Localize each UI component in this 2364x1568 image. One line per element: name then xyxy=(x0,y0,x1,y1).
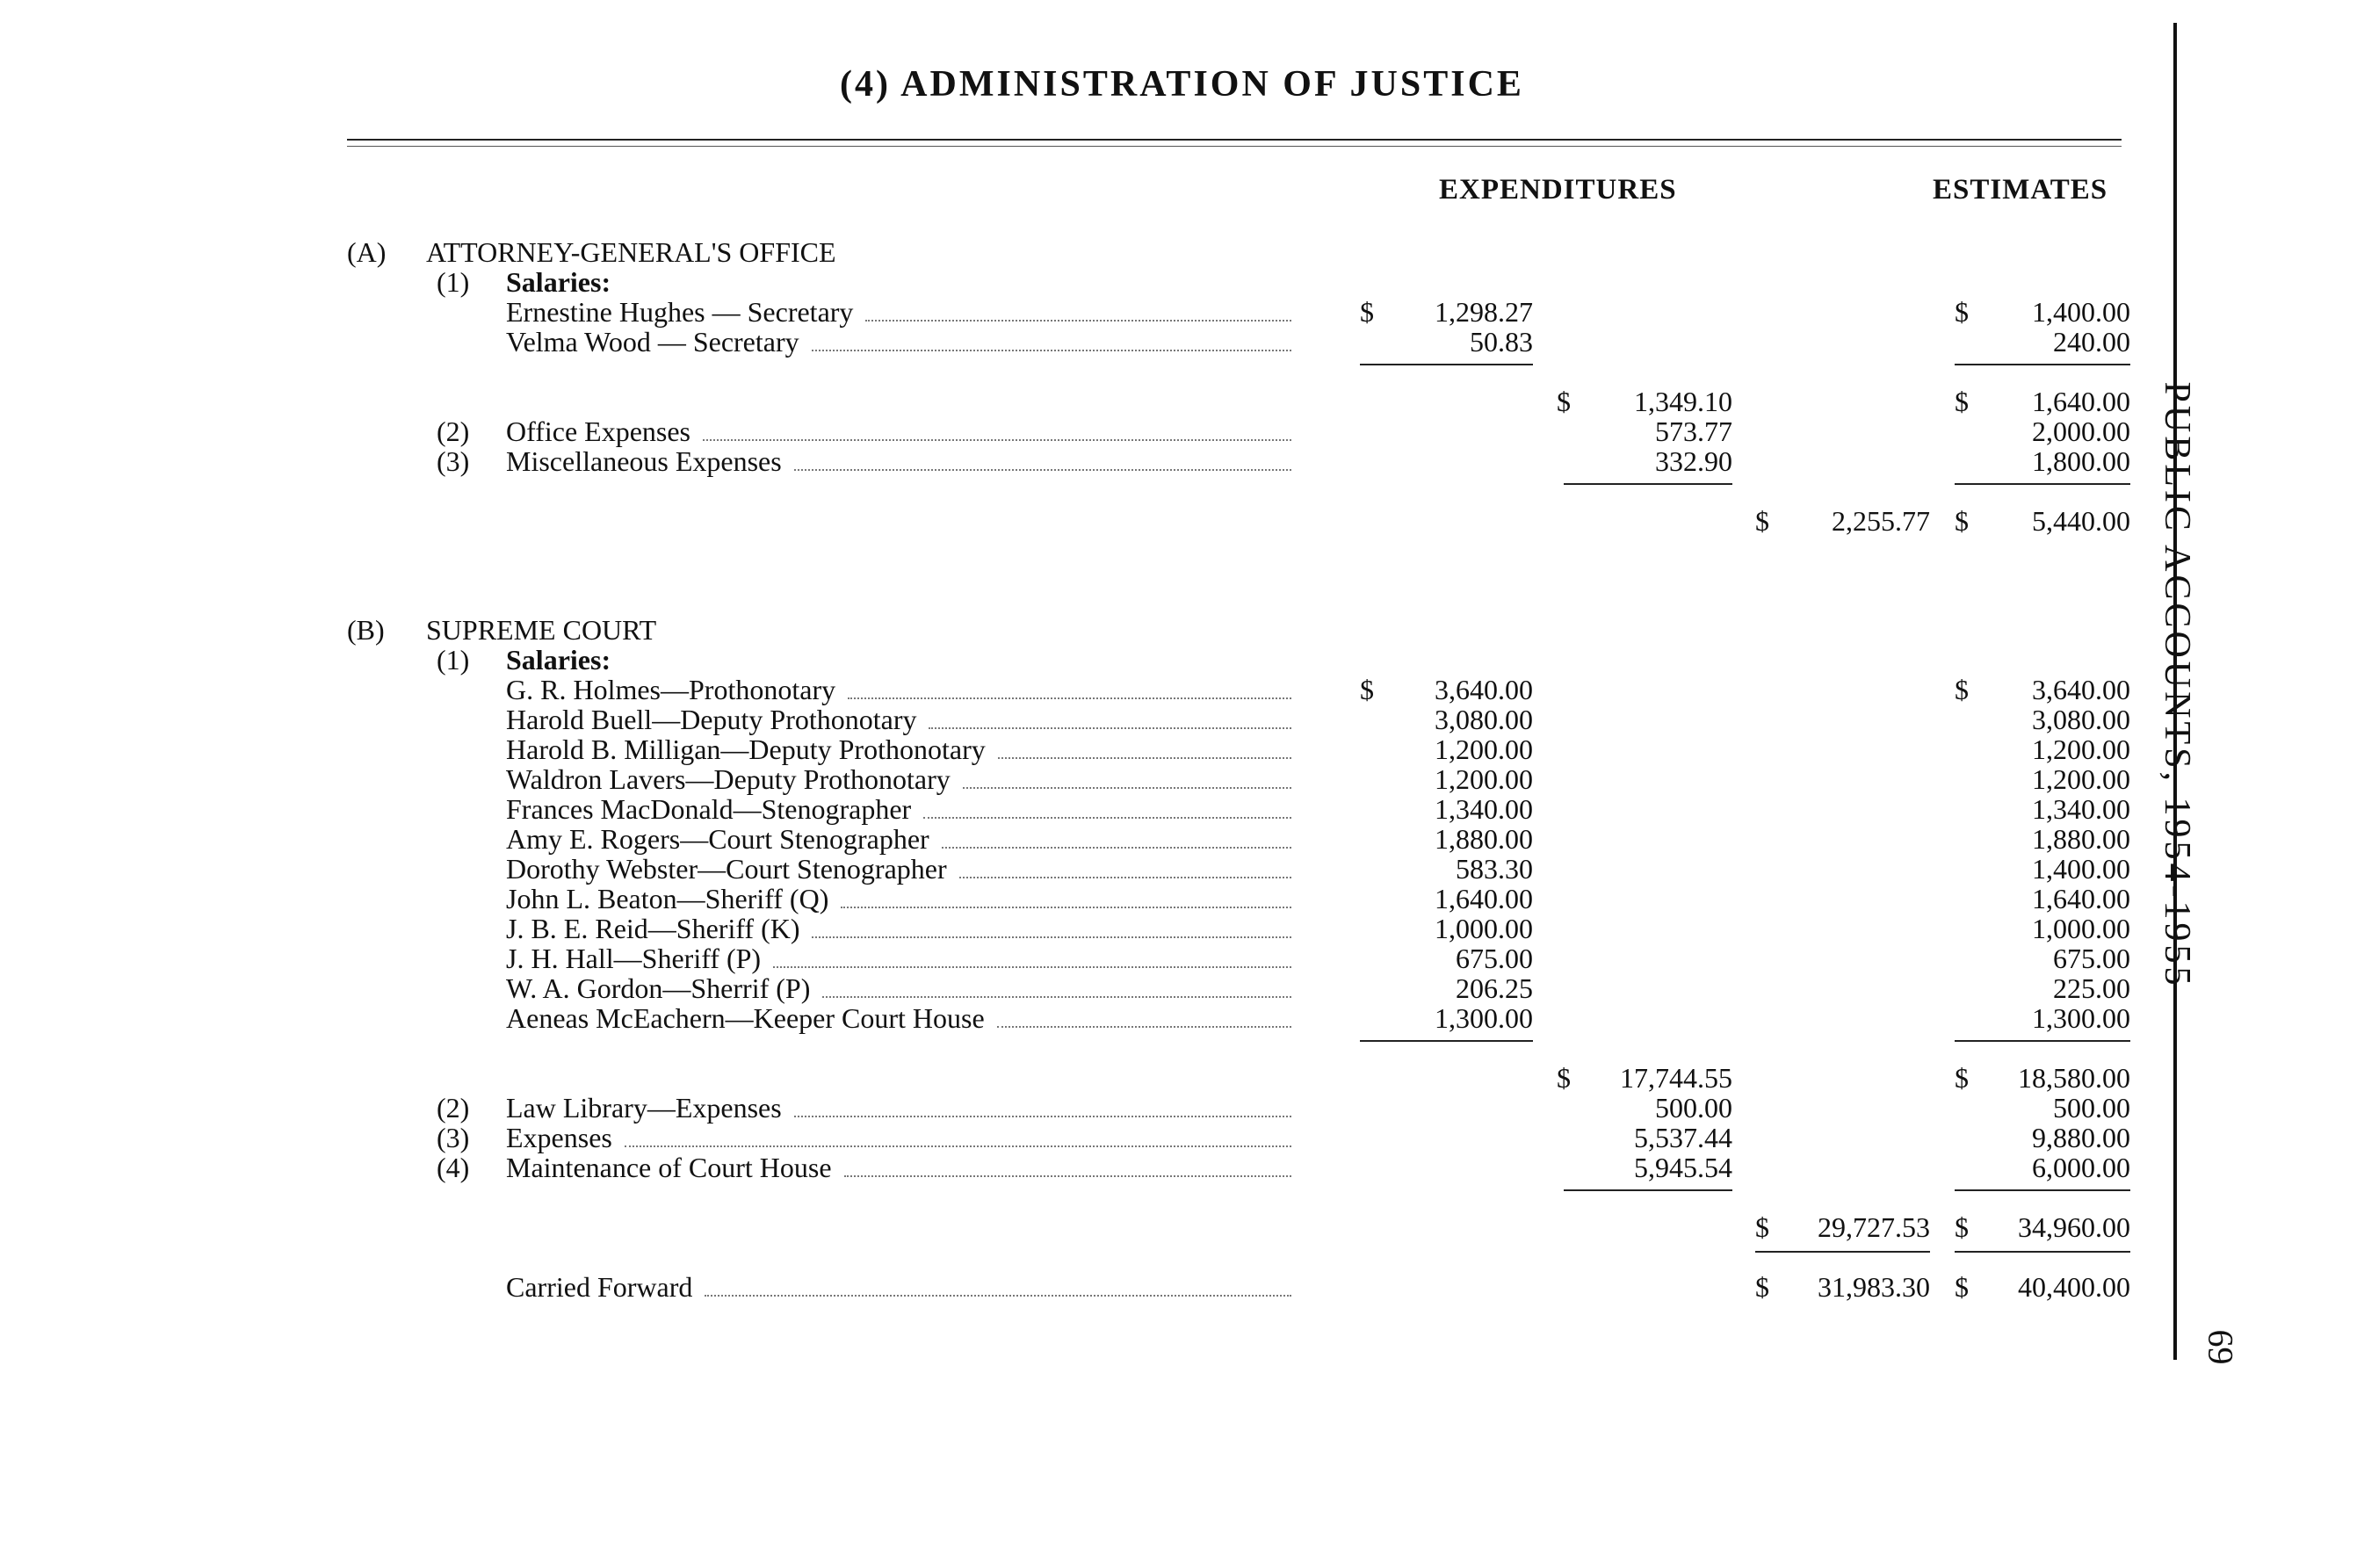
section_b-salary-row-3-leader xyxy=(963,787,1291,789)
section_a-subtotal-estimate: 1,640.00 xyxy=(2032,386,2130,417)
section_b-salary-row-8-leader xyxy=(812,936,1291,938)
section_b-other-row-0-estimate: 500.00 xyxy=(2053,1092,2130,1124)
column-header-estimates: ESTIMATES xyxy=(1933,174,2108,206)
section_b-salary-row-0-name: G. R. Holmes—Prothonotary xyxy=(506,674,836,705)
section_b-salary-row-4-estimate: 1,340.00 xyxy=(2032,793,2130,825)
section_a-other-row-1-num: (3) xyxy=(437,445,470,477)
section_b-salary-row-5-leader xyxy=(942,847,1291,849)
section_b-salary-row-1-expenditure: 3,080.00 xyxy=(1435,704,1533,735)
section_b-salary-row-8-estimate: 1,000.00 xyxy=(2032,913,2130,944)
section_b-other-row-1-leader xyxy=(625,1145,1291,1147)
section_b-subtotal-estimate: 18,580.00 xyxy=(2018,1062,2130,1094)
section-b-salaries-label: Salaries: xyxy=(506,644,611,676)
section-b-name: SUPREME COURT xyxy=(426,614,657,646)
section_a-salary-exp-rule xyxy=(1360,364,1533,365)
section_b-salary-row-11-name: Aeneas McEachern—Keeper Court House xyxy=(506,1002,985,1034)
section_b-other-row-2-num: (4) xyxy=(437,1152,470,1183)
section_a-subtotal-exp-dollar: $ xyxy=(1557,386,1571,417)
section_b-salary-row-4-leader xyxy=(923,817,1291,819)
page-title: (4) ADMINISTRATION OF JUSTICE xyxy=(840,64,1524,105)
carried-forward-leader xyxy=(705,1295,1291,1297)
section_b-other-row-0-expenditure: 500.00 xyxy=(1655,1092,1732,1124)
section_b-salary-row-11-leader xyxy=(997,1026,1291,1028)
section_a-salary-row-0-leader xyxy=(865,320,1291,322)
section_b-salary-row-0-expenditure: 3,640.00 xyxy=(1435,674,1533,705)
section_a-other-row-1-name: Miscellaneous Expenses xyxy=(506,445,782,477)
section_b-salary-est-rule xyxy=(1955,1040,2130,1042)
section_a-salary-row-1-leader xyxy=(812,350,1291,351)
section-a-letter: (A) xyxy=(347,236,387,268)
section-b-salaries-num: (1) xyxy=(437,644,470,676)
carried-forward-exp-dollar: $ xyxy=(1755,1271,1769,1303)
section_b-other-row-2-estimate: 6,000.00 xyxy=(2032,1152,2130,1183)
section_a-salary-row-1-name: Velma Wood — Secretary xyxy=(506,326,799,358)
section_b-salary-row-0-estimate: 3,640.00 xyxy=(2032,674,2130,705)
section_b-salary-exp-rule xyxy=(1360,1040,1533,1042)
section_b-salary-row-0-exp-dollar: $ xyxy=(1360,674,1374,705)
section_b-salary-row-1-name: Harold Buell—Deputy Prothonotary xyxy=(506,704,917,735)
section_b-other-row-1-name: Expenses xyxy=(506,1122,612,1153)
section_a-salary-row-1-estimate: 240.00 xyxy=(2053,326,2130,358)
running-title: PUBLIC ACCOUNTS, 1954-1955 xyxy=(2157,381,2197,989)
section_b-total-estimate: 34,960.00 xyxy=(2018,1211,2130,1243)
section_b-salary-row-5-expenditure: 1,880.00 xyxy=(1435,823,1533,855)
section_a-salary-row-0-exp-dollar: $ xyxy=(1360,296,1374,328)
section_a-salary-row-0-estimate: 1,400.00 xyxy=(2032,296,2130,328)
section_b-salary-row-8-name: J. B. E. Reid—Sheriff (K) xyxy=(506,913,800,944)
column-header-expenditures: EXPENDITURES xyxy=(1439,174,1677,206)
section-a-salaries-num: (1) xyxy=(437,266,470,298)
section_b-total-est-rule xyxy=(1955,1251,2130,1253)
section-a-name: ATTORNEY-GENERAL'S OFFICE xyxy=(426,236,836,268)
section_b-salary-row-2-name: Harold B. Milligan—Deputy Prothonotary xyxy=(506,733,986,765)
section_a-salary-row-0-expenditure: 1,298.27 xyxy=(1435,296,1533,328)
section_b-salary-row-2-estimate: 1,200.00 xyxy=(2032,733,2130,765)
section_a-salary-row-0-est-dollar: $ xyxy=(1955,296,1969,328)
section_b-salary-row-4-expenditure: 1,340.00 xyxy=(1435,793,1533,825)
section_a-salary-row-0-name: Ernestine Hughes — Secretary xyxy=(506,296,854,328)
section_b-subtotal-est-dollar: $ xyxy=(1955,1062,1969,1094)
section_b-salary-row-10-name: W. A. Gordon—Sherrif (P) xyxy=(506,972,811,1004)
section_a-other-row-1-leader xyxy=(794,469,1291,471)
header-rule-secondary xyxy=(347,146,2122,147)
section_b-total-exp-rule xyxy=(1755,1251,1930,1253)
section_b-other-row-1-estimate: 9,880.00 xyxy=(2032,1122,2130,1153)
section_a-salary-est-rule xyxy=(1955,364,2130,365)
section_b-salary-row-6-expenditure: 583.30 xyxy=(1456,853,1533,885)
section_b-salary-row-7-leader xyxy=(841,907,1291,908)
section_a-other-row-0-name: Office Expenses xyxy=(506,415,690,447)
section_b-total-exp-dollar: $ xyxy=(1755,1211,1769,1243)
section_b-other-row-1-num: (3) xyxy=(437,1122,470,1153)
page-number: 69 xyxy=(2201,1329,2241,1365)
section_a-other-row-0-estimate: 2,000.00 xyxy=(2032,415,2130,447)
section_b-salary-row-0-leader xyxy=(848,697,1291,699)
section_b-salary-row-6-name: Dorothy Webster—Court Stenographer xyxy=(506,853,947,885)
section_b-other-row-0-leader xyxy=(794,1116,1291,1117)
section_b-salary-row-11-estimate: 1,300.00 xyxy=(2032,1002,2130,1034)
section_b-salary-row-6-estimate: 1,400.00 xyxy=(2032,853,2130,885)
section_b-salary-row-3-expenditure: 1,200.00 xyxy=(1435,763,1533,795)
section_b-other-row-2-name: Maintenance of Court House xyxy=(506,1152,832,1183)
section_b-total-est-dollar: $ xyxy=(1955,1211,1969,1243)
section_a-salary-row-1-expenditure: 50.83 xyxy=(1470,326,1533,358)
section_b-salary-row-2-leader xyxy=(998,757,1291,759)
carried-forward-name: Carried Forward xyxy=(506,1271,693,1303)
section_b-salary-row-5-estimate: 1,880.00 xyxy=(2032,823,2130,855)
section_b-other-exp-rule xyxy=(1564,1189,1732,1191)
section_b-salary-row-9-estimate: 675.00 xyxy=(2053,943,2130,974)
section-a-salaries-label: Salaries: xyxy=(506,266,611,298)
section_a-other-exp-rule xyxy=(1564,483,1732,485)
section_b-other-row-2-expenditure: 5,945.54 xyxy=(1634,1152,1732,1183)
section_a-total-exp-dollar: $ xyxy=(1755,505,1769,537)
section_b-salary-row-1-leader xyxy=(929,727,1291,729)
section_b-salary-row-10-leader xyxy=(822,996,1291,998)
section_b-salary-row-5-name: Amy E. Rogers—Court Stenographer xyxy=(506,823,929,855)
section_a-other-row-0-num: (2) xyxy=(437,415,470,447)
section_b-other-row-0-num: (2) xyxy=(437,1092,470,1124)
header-rule xyxy=(347,139,2122,141)
section_b-salary-row-10-estimate: 225.00 xyxy=(2053,972,2130,1004)
carried-forward-est-dollar: $ xyxy=(1955,1271,1969,1303)
section_b-salary-row-10-expenditure: 206.25 xyxy=(1456,972,1533,1004)
section_a-total-estimate: 5,440.00 xyxy=(2032,505,2130,537)
section_b-salary-row-4-name: Frances MacDonald—Stenographer xyxy=(506,793,912,825)
section_b-salary-row-2-expenditure: 1,200.00 xyxy=(1435,733,1533,765)
section_b-salary-row-11-expenditure: 1,300.00 xyxy=(1435,1002,1533,1034)
section_b-salary-row-7-expenditure: 1,640.00 xyxy=(1435,883,1533,914)
section_a-other-row-1-estimate: 1,800.00 xyxy=(2032,445,2130,477)
section_a-other-est-rule xyxy=(1955,483,2130,485)
section_b-salary-row-9-name: J. H. Hall—Sheriff (P) xyxy=(506,943,762,974)
section_a-total-expenditure: 2,255.77 xyxy=(1832,505,1930,537)
section_b-salary-row-7-estimate: 1,640.00 xyxy=(2032,883,2130,914)
section_b-salary-row-7-name: John L. Beaton—Sheriff (Q) xyxy=(506,883,829,914)
section_a-subtotal-est-dollar: $ xyxy=(1955,386,1969,417)
section_b-salary-row-9-expenditure: 675.00 xyxy=(1456,943,1533,974)
section_b-other-row-0-name: Law Library—Expenses xyxy=(506,1092,782,1124)
carried-forward-estimate: 40,400.00 xyxy=(2018,1271,2130,1303)
section_b-other-row-2-leader xyxy=(844,1175,1291,1177)
section_a-other-row-1-expenditure: 332.90 xyxy=(1655,445,1732,477)
section_b-other-est-rule xyxy=(1955,1189,2130,1191)
section_b-salary-row-0-est-dollar: $ xyxy=(1955,674,1969,705)
section_b-salary-row-8-expenditure: 1,000.00 xyxy=(1435,913,1533,944)
section_b-salary-row-6-leader xyxy=(959,877,1291,878)
section_a-subtotal-expenditure: 1,349.10 xyxy=(1634,386,1732,417)
section_a-total-est-dollar: $ xyxy=(1955,505,1969,537)
section_b-subtotal-exp-dollar: $ xyxy=(1557,1062,1571,1094)
section_b-salary-row-3-estimate: 1,200.00 xyxy=(2032,763,2130,795)
section_b-salary-row-1-estimate: 3,080.00 xyxy=(2032,704,2130,735)
section_b-salary-row-9-leader xyxy=(773,966,1291,968)
section_a-other-row-0-expenditure: 573.77 xyxy=(1655,415,1732,447)
section-b-letter: (B) xyxy=(347,614,385,646)
section_b-salary-row-3-name: Waldron Lavers—Deputy Prothonotary xyxy=(506,763,951,795)
section_a-other-row-0-leader xyxy=(703,439,1291,441)
section_b-subtotal-expenditure: 17,744.55 xyxy=(1620,1062,1732,1094)
section_b-other-row-1-expenditure: 5,537.44 xyxy=(1634,1122,1732,1153)
section_b-total-expenditure: 29,727.53 xyxy=(1818,1211,1930,1243)
carried-forward-expenditure: 31,983.30 xyxy=(1818,1271,1930,1303)
